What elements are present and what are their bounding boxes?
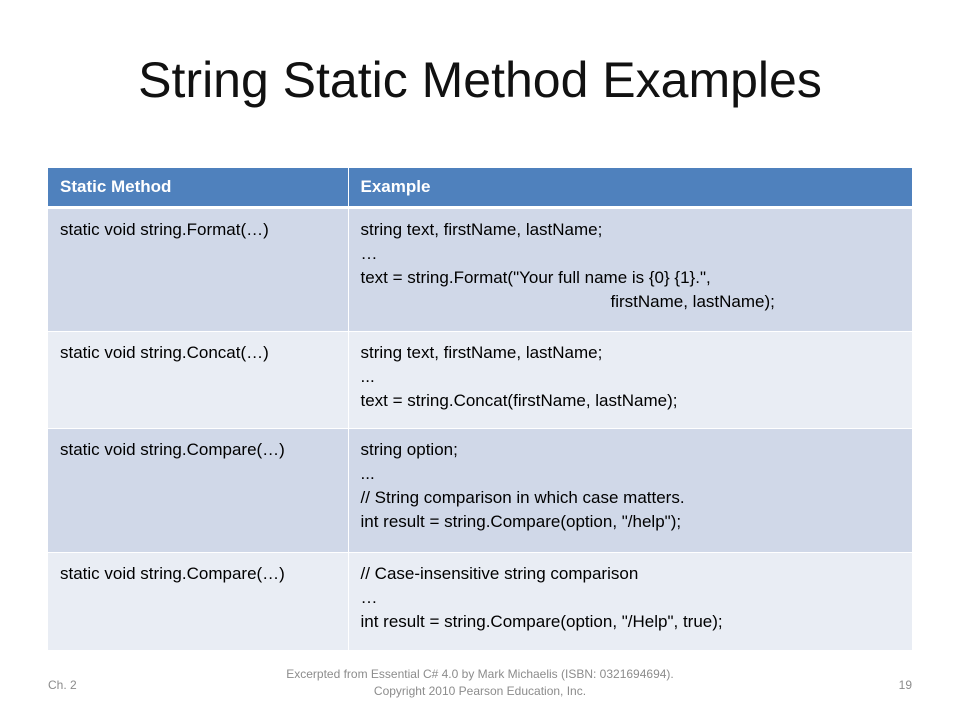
example-cell bbox=[348, 553, 912, 650]
table-row bbox=[48, 332, 912, 429]
static-methods-table bbox=[48, 168, 912, 650]
column-header-example: Example bbox=[348, 168, 912, 208]
method-cell: static void string.Compare(…) bbox=[48, 429, 348, 553]
footer-citation bbox=[240, 666, 720, 700]
example-cell bbox=[348, 332, 912, 429]
footer-copyright-line: Copyright 2010 Pearson Education, Inc. bbox=[373, 684, 587, 698]
code-line: string option; bbox=[360, 440, 458, 459]
code-line: text = string.Format("Your full name is {0} {1}.", bbox=[360, 268, 711, 287]
code-line: string text, firstName, lastName; bbox=[360, 220, 603, 239]
table-row bbox=[48, 429, 912, 553]
code-line: … bbox=[360, 244, 378, 263]
code-line: ... bbox=[360, 367, 375, 386]
code-line: int result = string.Compare(option, "/help"); bbox=[360, 512, 682, 531]
table-header-row bbox=[48, 168, 912, 208]
footer-chapter: Ch. 2 bbox=[48, 678, 77, 692]
code-line: int result = string.Compare(option, "/Help", true); bbox=[360, 612, 723, 631]
table-row bbox=[48, 553, 912, 650]
code-line: text = string.Concat(firstName, lastName); bbox=[360, 391, 678, 410]
code-line: ... bbox=[360, 464, 375, 483]
table-row bbox=[48, 208, 912, 332]
method-cell: static void string.Format(…) bbox=[48, 208, 348, 332]
code-line: firstName, lastName); bbox=[610, 292, 775, 311]
page-number: 19 bbox=[898, 678, 912, 692]
slide-title: String Static Method Examples bbox=[138, 52, 822, 108]
code-line: // Case-insensitive string comparison bbox=[360, 564, 639, 583]
example-cell bbox=[348, 208, 912, 332]
method-cell: static void string.Compare(…) bbox=[48, 553, 348, 650]
column-header-static-method: Static Method bbox=[48, 168, 348, 208]
code-line: // String comparison in which case matters. bbox=[360, 488, 685, 507]
footer-citation-line: Excerpted from Essential C# 4.0 by Mark Michaelis (ISBN: 0321694694). bbox=[286, 667, 674, 681]
code-line: string text, firstName, lastName; bbox=[360, 343, 603, 362]
example-cell bbox=[348, 429, 912, 553]
method-cell: static void string.Concat(…) bbox=[48, 332, 348, 429]
code-line: … bbox=[360, 588, 378, 607]
